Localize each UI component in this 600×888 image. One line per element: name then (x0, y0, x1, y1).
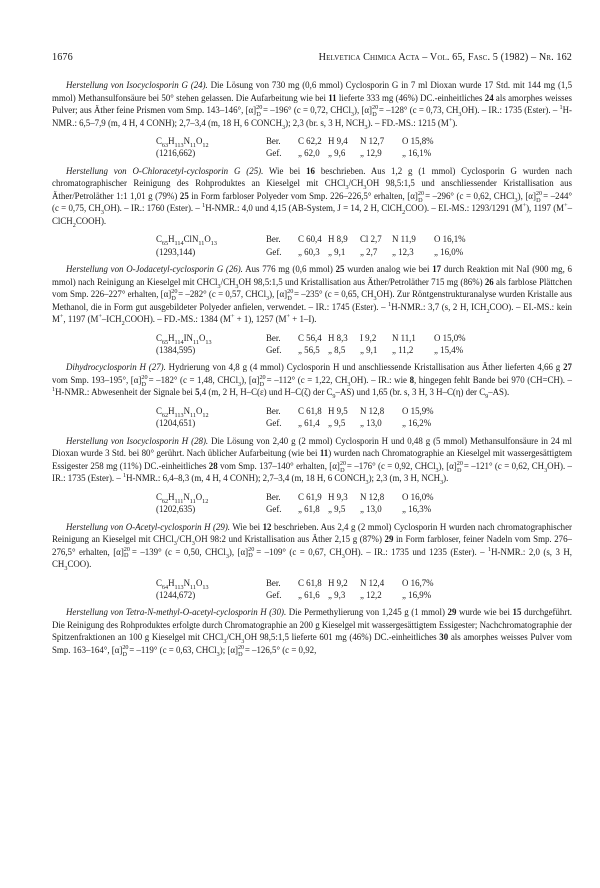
calculated-value: Cl 2,7 (360, 234, 382, 245)
calculated-value: H 9,3 (328, 491, 348, 502)
found-value: „ 16,0% (434, 246, 464, 257)
compound-heading: Herstellung von O-Chloracetyl-cyclosporin G (25). (66, 165, 264, 176)
calculated-value: C 56,4 (298, 332, 322, 343)
found-value: „ 16,2% (402, 418, 432, 429)
compound-description: Wie bei 12 beschrieben. Aus 2,4 g (2 mmol) Cyclosporin H wurden nach chromatographischer Reinigung an Kieselgel mit $CHCl_3/CH_3OH$ 98:2 und Kristallisation aus Äther 2,15 g (87%) 29 in Form farbloser, feiner Nadeln vom Smp. 276–276,5° erhalten, $[\alpha]^{20}_D = -139^\circ$ (c = 0,50, CHCl$_3$), $[\alpha]^{20}_D = -109^\circ$ (c = 0,67, $CH_3OH$). – IR.: 1735 und 1235 (Ester). – $^1$H-NMR.: 2,0 (s, 3 H, $CH_3COO$). (52, 521, 572, 572)
found-value: „ 16,1% (402, 148, 432, 159)
found-value: Gef. (266, 504, 282, 515)
molecular-weight: (1244,672) (156, 589, 196, 600)
molecular-weight: (1293,144) (156, 246, 196, 257)
calculated-value: H 8,3 (328, 332, 348, 343)
compound-paragraph (52, 79, 572, 129)
elemental-analysis (156, 577, 572, 602)
molecular-formula: $C_{63}H_{113}N_{11}O_{12}$ (156, 136, 209, 149)
found-value: „ 12,3 (392, 246, 414, 257)
found-value: „ 9,6 (328, 148, 346, 159)
calculated-value: N 12,4 (360, 577, 385, 588)
compound-paragraph (52, 361, 572, 399)
calculated-value: C 61,9 (298, 491, 322, 502)
elemental-analysis (156, 135, 572, 160)
found-value: Gef. (266, 345, 282, 356)
found-value: „ 12,9 (360, 148, 382, 159)
elemental-analysis (156, 491, 572, 516)
elemental-analysis (156, 405, 572, 430)
calculated-value: Ber. (266, 136, 281, 146)
compound-description: Die Lösung von 2,40 g (2 mmol) Cyclosporin H und 0,48 g (5 mmol) Methansulfonsäure in 24 ml Dioxan wurde 3 Std. bei 80° gerührt. Nach üblicher Aufarbeitung (wie bei 11) wurden nach Chromatographie an Kieselgel mit wassergesättigtem Essigester 258 mg (11%) DC.-einheitliches 28 vom Smp. 137–140° erhalten, $[\alpha]^{20}_D = -176^\circ$ (c = 0,92, CHCl$_3$), $[\alpha]^{20}_D = -121^\circ$ (c = 0,62, $CH_3OH$). – IR.: 1735 (Ester). – $^1$H-NMR.: 6,4–8,3 (m, 4 H, 4 CONH); 2,7–3,4 (m, 18 H, 6 $CONCH_3$); 2,3 (m, 3 H, $NCH_3$). (52, 435, 573, 487)
found-value: „ 11,2 (392, 345, 414, 356)
page (52, 52, 572, 656)
molecular-weight: (1216,662) (156, 148, 196, 159)
molecular-formula: $C_{65}H_{114}ClN_{11}O_{13}$ (156, 234, 217, 248)
molecular-weight: (1384,595) (156, 345, 196, 356)
calculated-value: O 15,9% (402, 405, 434, 416)
page-number: 1676 (52, 52, 73, 63)
calculated-value: O 16,1% (434, 234, 466, 245)
calculated-value: H 9,2 (328, 577, 348, 588)
molecular-weight: (1202,635) (156, 504, 196, 515)
calculated-value: I 9,2 (360, 332, 377, 343)
compound-description: Aus 776 mg (0,6 mmol) 25 wurden analog wie bei 17 durch Reaktion mit NaI (900 mg, 6 mmol) nach Reinigung an Kieselgel mit $CHCl_3/CH_3OH$ 98,5:1,5 und Kristallisation aus Äther/Petroläther 715 mg (86%) 26 als farblose Plättchen vom Smp. 226–227° erhalten, $[\alpha]^{20}_D = -282^\circ$ (c = 0,57, CHCl$_3$), $[\alpha]^{20}_D = -235^\circ$ (c = 0,65, $CH_3OH$). Zur Röntgenstrukturanalyse wurden Kristalle aus Methanol, die in Form gut ausgebildeter Polyeder anfielen, verwendet. – IR.: 1745 (Ester). – $^1$H-NMR.: 3,7 (s, 2 H, $ICH_2COO$). – EI.-MS.: kein M+, 1197 $(M^+-ICH_2COOH)$. – FD.-MS.: 1384 (M+ + 1), 1257 (M+ + 1–I). (52, 264, 573, 327)
compound-paragraph (52, 263, 572, 326)
article-body (52, 79, 572, 656)
found-value: „ 12,2 (360, 589, 382, 600)
calculated-value: Ber. (266, 405, 281, 416)
found-value: Gef. (266, 148, 282, 159)
found-value: „ 2,7 (360, 246, 378, 257)
calculated-value: N 12,8 (360, 491, 385, 502)
elemental-analysis (156, 233, 572, 258)
compound-heading: Herstellung von Isocyclosporin G (24). (66, 80, 208, 90)
compound-paragraph (52, 521, 572, 571)
compound-description: Hydrierung von 4,8 g (4 mmol) Cyclosporin H und anschliessende Kristallisation aus Äther lieferten 4,66 g 27 vom Smp. 193–195°, $[\alpha]^{20}_D = -182^\circ$ (c = 1,48, CHCl$_3$), $[\alpha]^{20}_D = -112^\circ$ (c = 1,22, $CH_3OH$). – IR.: wie 8, hingegen fehlt Bande bei 970 (CH=CH). – $^1$H-NMR.: Abwesenheit der Signale bei 5,4 (m, 2 H, H–C(ε) und H–C(ζ) der $C_9-AS$) und 1,65 (br. s, 3 H, 3 H–C(η) der $C_9-AS$). (52, 362, 572, 401)
calculated-value: C 62,2 (298, 136, 322, 146)
running-header (52, 52, 572, 63)
molecular-formula: $C_{64}H_{113}N_{11}O_{13}$ (156, 577, 209, 591)
calculated-value: Ber. (266, 234, 281, 245)
found-value: „ 56,5 (298, 345, 320, 356)
calculated-value: C 60,4 (298, 234, 322, 245)
calculated-value: O 16,7% (402, 577, 434, 588)
found-value: „ 60,3 (298, 246, 320, 257)
found-value: Gef. (266, 418, 282, 429)
molecular-formula: $C_{65}H_{114}IN_{11}O_{13}$ (156, 332, 212, 346)
found-value: Gef. (266, 589, 282, 600)
calculated-value: H 9,4 (328, 136, 348, 146)
calculated-value: H 8,9 (328, 234, 348, 245)
found-value: „ 61,8 (298, 504, 320, 515)
compound-heading: Herstellung von O-Acetyl-cyclosporin H (29). (66, 521, 231, 532)
found-value: „ 9,3 (328, 589, 346, 600)
found-value: „ 9,5 (328, 418, 346, 429)
found-value: „ 9,1 (360, 345, 378, 356)
calculated-value: N 11,1 (392, 332, 416, 343)
calculated-value: Ber. (266, 491, 281, 502)
calculated-value: Ber. (266, 332, 281, 343)
found-value: „ 61,4 (298, 418, 320, 429)
found-value: Gef. (266, 246, 282, 257)
calculated-value: C 61,8 (298, 405, 322, 416)
calculated-value: O 15,0% (434, 332, 466, 343)
found-value: „ 15,4% (434, 345, 464, 356)
found-value: „ 62,0 (298, 148, 320, 159)
calculated-value: H 9,5 (328, 405, 348, 416)
found-value: „ 9,5 (328, 504, 346, 515)
compound-heading: Herstellung von Tetra-N-methyl-O-acetyl-cyclosporin H (30). (66, 607, 287, 618)
found-value: „ 13,0 (360, 418, 382, 429)
compound-paragraph (52, 165, 572, 228)
compound-heading: Dihydrocyclosporin H (27). (66, 362, 166, 373)
calculated-value: N 12,7 (360, 136, 385, 146)
calculated-value: N 11,9 (392, 234, 416, 245)
found-value: „ 16,9% (402, 589, 432, 600)
calculated-value: C 61,8 (298, 577, 322, 588)
found-value: „ 13,0 (360, 504, 382, 515)
calculated-value: O 16,0% (402, 491, 434, 502)
compound-description: Die Lösung von 730 mg (0,6 mmol) Cyclosporin G in 7 ml Dioxan wurde 17 Std. mit 144 mg (1,5 mmol) Methansulfonsäure bei 50° stehen gelassen. Die Aufarbeitung wie bei 11 lieferte 333 mg (46%) DC.-einheitliches 24 als amorphes weisses Pulver; aus Äther feine Prismen vom Smp. 143–146°, $[\alpha]^{20}_D = -196^\circ$ (c = 0,72, CHCl$_3$), $[\alpha]^{20}_D = -128^\circ$ (c = 0,73, $CH_3OH$). – IR.: 1735 (Ester). – $^1$H-NMR.: 6,5–7,9 (m, 4 H, 4 CONH); 2,7–3,4 (m, 18 H, 6 $CONCH_3$); 2,3 (br. s, 3 H, $NCH_3$). – FD.-MS.: 1215 (M+). (52, 80, 573, 131)
calculated-value: Ber. (266, 577, 281, 588)
compound-paragraph (52, 606, 572, 656)
molecular-formula: $C_{62}H_{111}N_{11}O_{12}$ (156, 491, 209, 505)
elemental-analysis (156, 332, 572, 357)
calculated-value: N 12,8 (360, 405, 385, 416)
molecular-formula: $C_{62}H_{113}N_{11}O_{12}$ (156, 405, 209, 419)
found-value: „ 16,3% (402, 504, 432, 515)
found-value: „ 61,6 (298, 589, 320, 600)
found-value: „ 9,1 (328, 246, 346, 257)
compound-paragraph (52, 435, 572, 485)
compound-heading: Herstellung von Isocyclosporin H (28). (66, 435, 209, 446)
compound-description: Die Permethylierung von 1,245 g (1 mmol) 29 wurde wie bei 15 durchgeführt. Die Reinigung des Rohproduktes erfolgte durch Chromatographie an 200 g Kieselgel mit wassergesättigtem Essigester; Nachchromatographie der Spitzenfraktionen an 100 g Kieselgel mit $CHCl_3/CH_3OH$ 98,5:1,5 lieferte 601 mg (46%) DC.-einheitliches 30 als amorphes weisses Pulver vom Smp. 163–164°, $[\alpha]^{20}_D = -119^\circ$ (c = 0,63, CHCl$_3$); $[\alpha]^{20}_D = -126,5^\circ$ (c = 0,92, (52, 607, 572, 658)
journal-title: Helvetica Chimica Acta – Vol. 65, Fasc. 5 (1982) – Nr. 162 (318, 52, 572, 63)
compound-heading: Herstellung von O-Jodacetyl-cyclosporin G (26). (66, 264, 243, 275)
calculated-value: O 15,8% (402, 136, 434, 146)
compound-description: Wie bei 16 beschrieben. Aus 1,2 g (1 mmol) Cyclosporin G wurden nach chromatographischer Reinigung des Rohproduktes an Kieselgel mit $CHCl_3/CH_3OH$ 98,5:1,5 und anschliessender Kristallisation aus Äther/Petroläther 1:1 1,01 g (79%) 25 in Form farbloser Polyeder vom Smp. 226–226,5° erhalten, $[\alpha]^{20}_D = -296^\circ$ (c = 0,62, CHCl$_3$), $[\alpha]^{20}_D = -244^\circ$ (c = 0,75, $CH_3OH$). – IR.: 1760 (Ester). – $^1$H-NMR.: 4,0 und 4,15 (AB-System, J = 14, 2 H, ClCH$_2$COO). – EI.-MS.: 1293/1291 (M+), 1197 (M+–ClCH$_2$COOH). (52, 165, 573, 229)
found-value: „ 8,5 (328, 345, 346, 356)
molecular-weight: (1204,651) (156, 418, 196, 429)
